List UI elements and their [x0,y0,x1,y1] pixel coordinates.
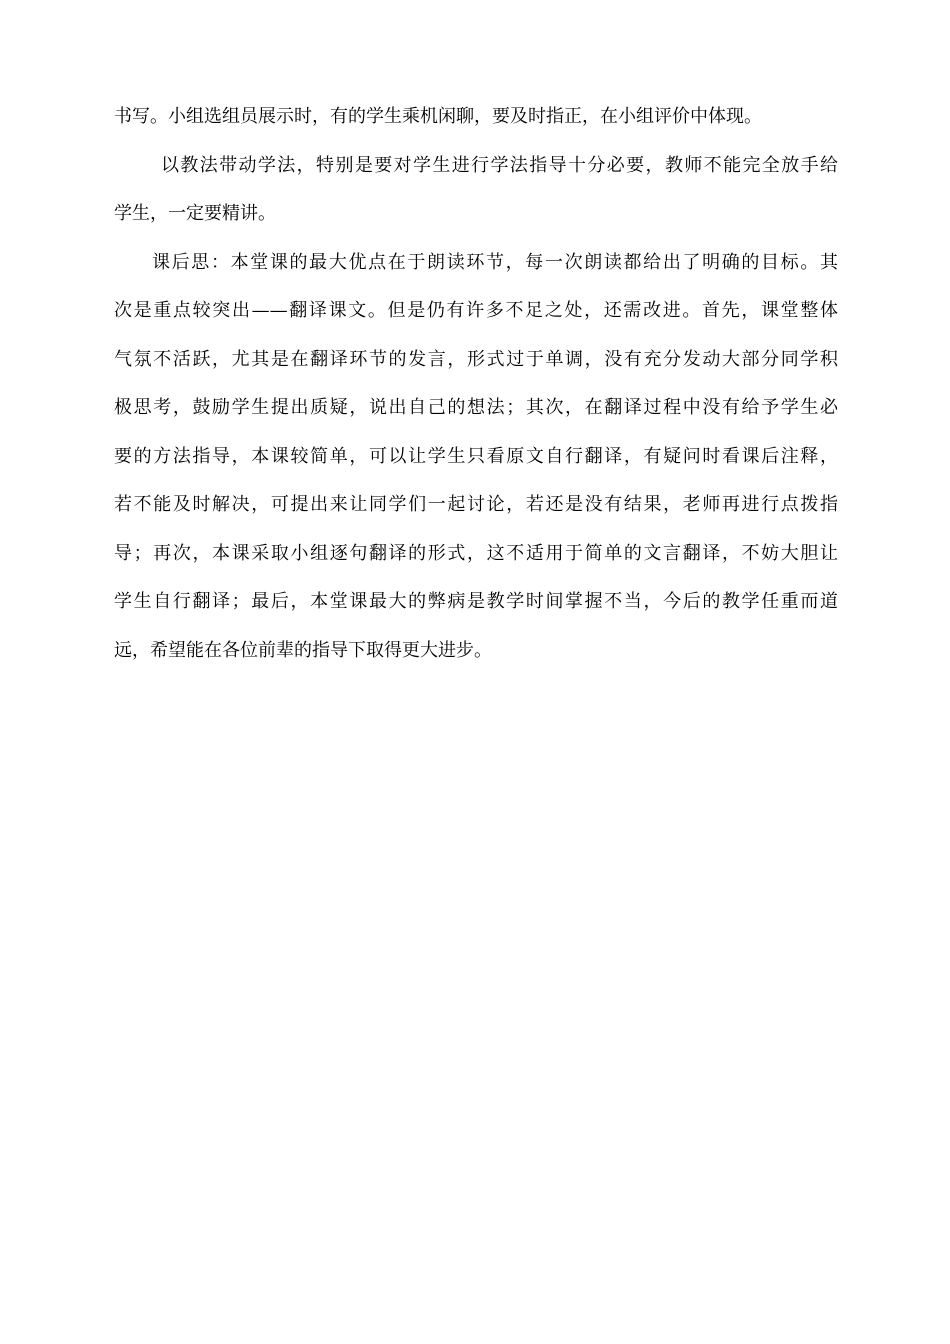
paragraph-line: 若不能及时解决，可提出来让同学们一起讨论，若还是没有结果，老师再进行点拨指 [114,494,838,515]
paragraph-line: 导；再次，本课采取小组逐句翻译的形式，这不适用于简单的文言翻译，不妨大胆让 [114,542,838,564]
document-body [114,100,838,682]
paragraph-line: 书写。小组选组员展示时，有的学生乘机闲聊，要及时指正，在小组评价中体现。 [114,106,762,127]
paragraph-line: 次是重点较突出——翻译课文。但是仍有许多不足之处，还需改进。首先，课堂整体 [114,300,838,321]
paragraph-teaching-method [114,149,838,246]
paragraph-line: 气氛不活跃，尤其是在翻译环节的发言，形式过于单调，没有充分发动大部分同学积 [114,348,838,370]
paragraph-line: 要的方法指导，本课较简单，可以让学生只看原文自行翻译，有疑问时看课后注释， [114,445,838,467]
paragraph-line: 学生自行翻译；最后，本堂课最大的弊病是教学时间掌握不当，今后的教学任重而道 [114,591,838,612]
paragraph-group-evaluation [114,100,838,149]
paragraph-reflection [114,246,838,683]
paragraph-line: 以教法带动学法，特别是要对学生进行学法指导十分必要，教师不能完全放手给 [161,154,838,176]
paragraph-line: 课后思：本堂课的最大优点在于朗读环节，每一次朗读都给出了明确的目标。其 [152,251,838,273]
paragraph-line: 极思考，鼓励学生提出质疑，说出自己的想法；其次，在翻译过程中没有给予学生必 [114,397,838,418]
paragraph-line: 远，希望能在各位前辈的指导下取得更大进步。 [114,639,492,661]
paragraph-line: 学生，一定要精讲。 [114,203,276,224]
